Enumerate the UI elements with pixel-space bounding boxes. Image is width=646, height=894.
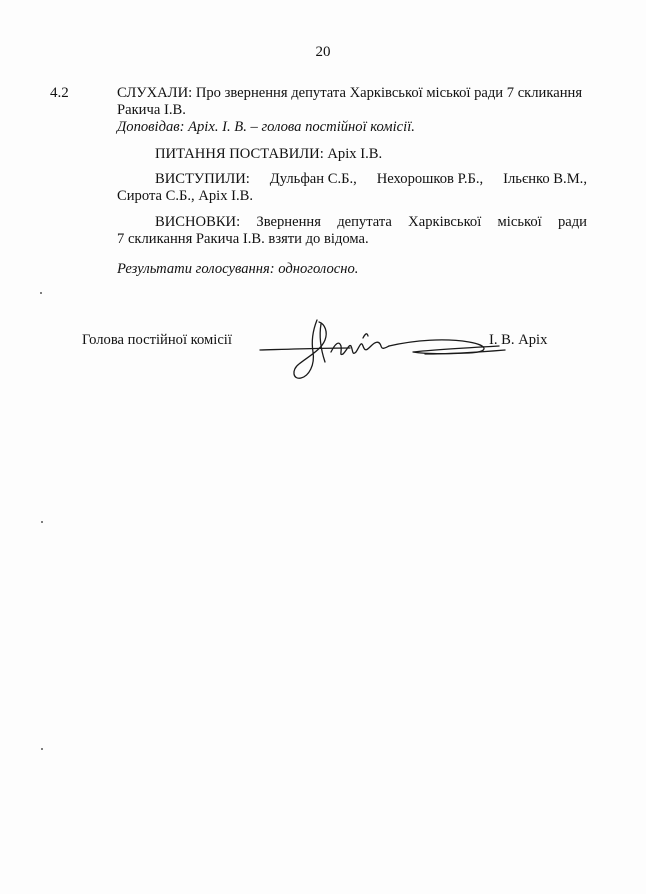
conclusions-word-4: міської	[497, 214, 542, 230]
scan-speck	[41, 521, 43, 523]
signature-block	[0, 310, 646, 390]
heard-text-1: Про звернення депутата Харківської міської ради 7 скликання	[195, 85, 583, 101]
reporter-line: Доповідав: Аріх. І. В. – голова постійної комісії.	[117, 119, 415, 135]
conclusions-word-2: депутата	[337, 214, 392, 230]
heard-section	[117, 85, 587, 119]
page-number: 20	[315, 44, 331, 60]
speakers-line-2: Сирота С.Б., Аріх І.В.	[117, 188, 254, 204]
conclusions-label: ВИСНОВКИ:	[155, 214, 241, 230]
signatory-name: І. В. Аріх	[489, 332, 548, 348]
conclusions-line-1	[117, 214, 587, 231]
heard-text-2: Ракича І.В.	[117, 102, 186, 118]
conclusions-word-1: Звернення	[256, 214, 321, 230]
heard-line-1	[117, 85, 587, 102]
conclusions-line-2: 7 скликання Ракича І.В. взяти до відома.	[117, 231, 369, 247]
speakers-section	[117, 171, 587, 205]
conclusions-word-3: Харківської	[408, 214, 482, 230]
signatory-title: Голова постійної комісії	[82, 332, 232, 348]
vote-result: Результати голосування: одноголосно.	[117, 261, 359, 277]
scan-speck	[41, 748, 43, 750]
handwritten-signature	[255, 310, 515, 390]
speaker-3: Ільєнко В.М.,	[503, 171, 587, 187]
scan-speck	[40, 292, 42, 294]
speaker-2: Нехорошков Р.Б.,	[376, 171, 484, 187]
conclusions-section	[117, 214, 587, 248]
speakers-label: ВИСТУПИЛИ:	[155, 171, 250, 187]
question-raised: ПИТАННЯ ПОСТАВИЛИ: Аріх І.В.	[155, 146, 383, 162]
speaker-1: Дульфан С.Б.,	[269, 171, 357, 187]
conclusions-word-5: ради	[557, 214, 587, 230]
heard-label: СЛУХАЛИ:	[117, 85, 193, 101]
agenda-item-number: 4.2	[50, 85, 69, 101]
speakers-line-1	[117, 171, 587, 188]
